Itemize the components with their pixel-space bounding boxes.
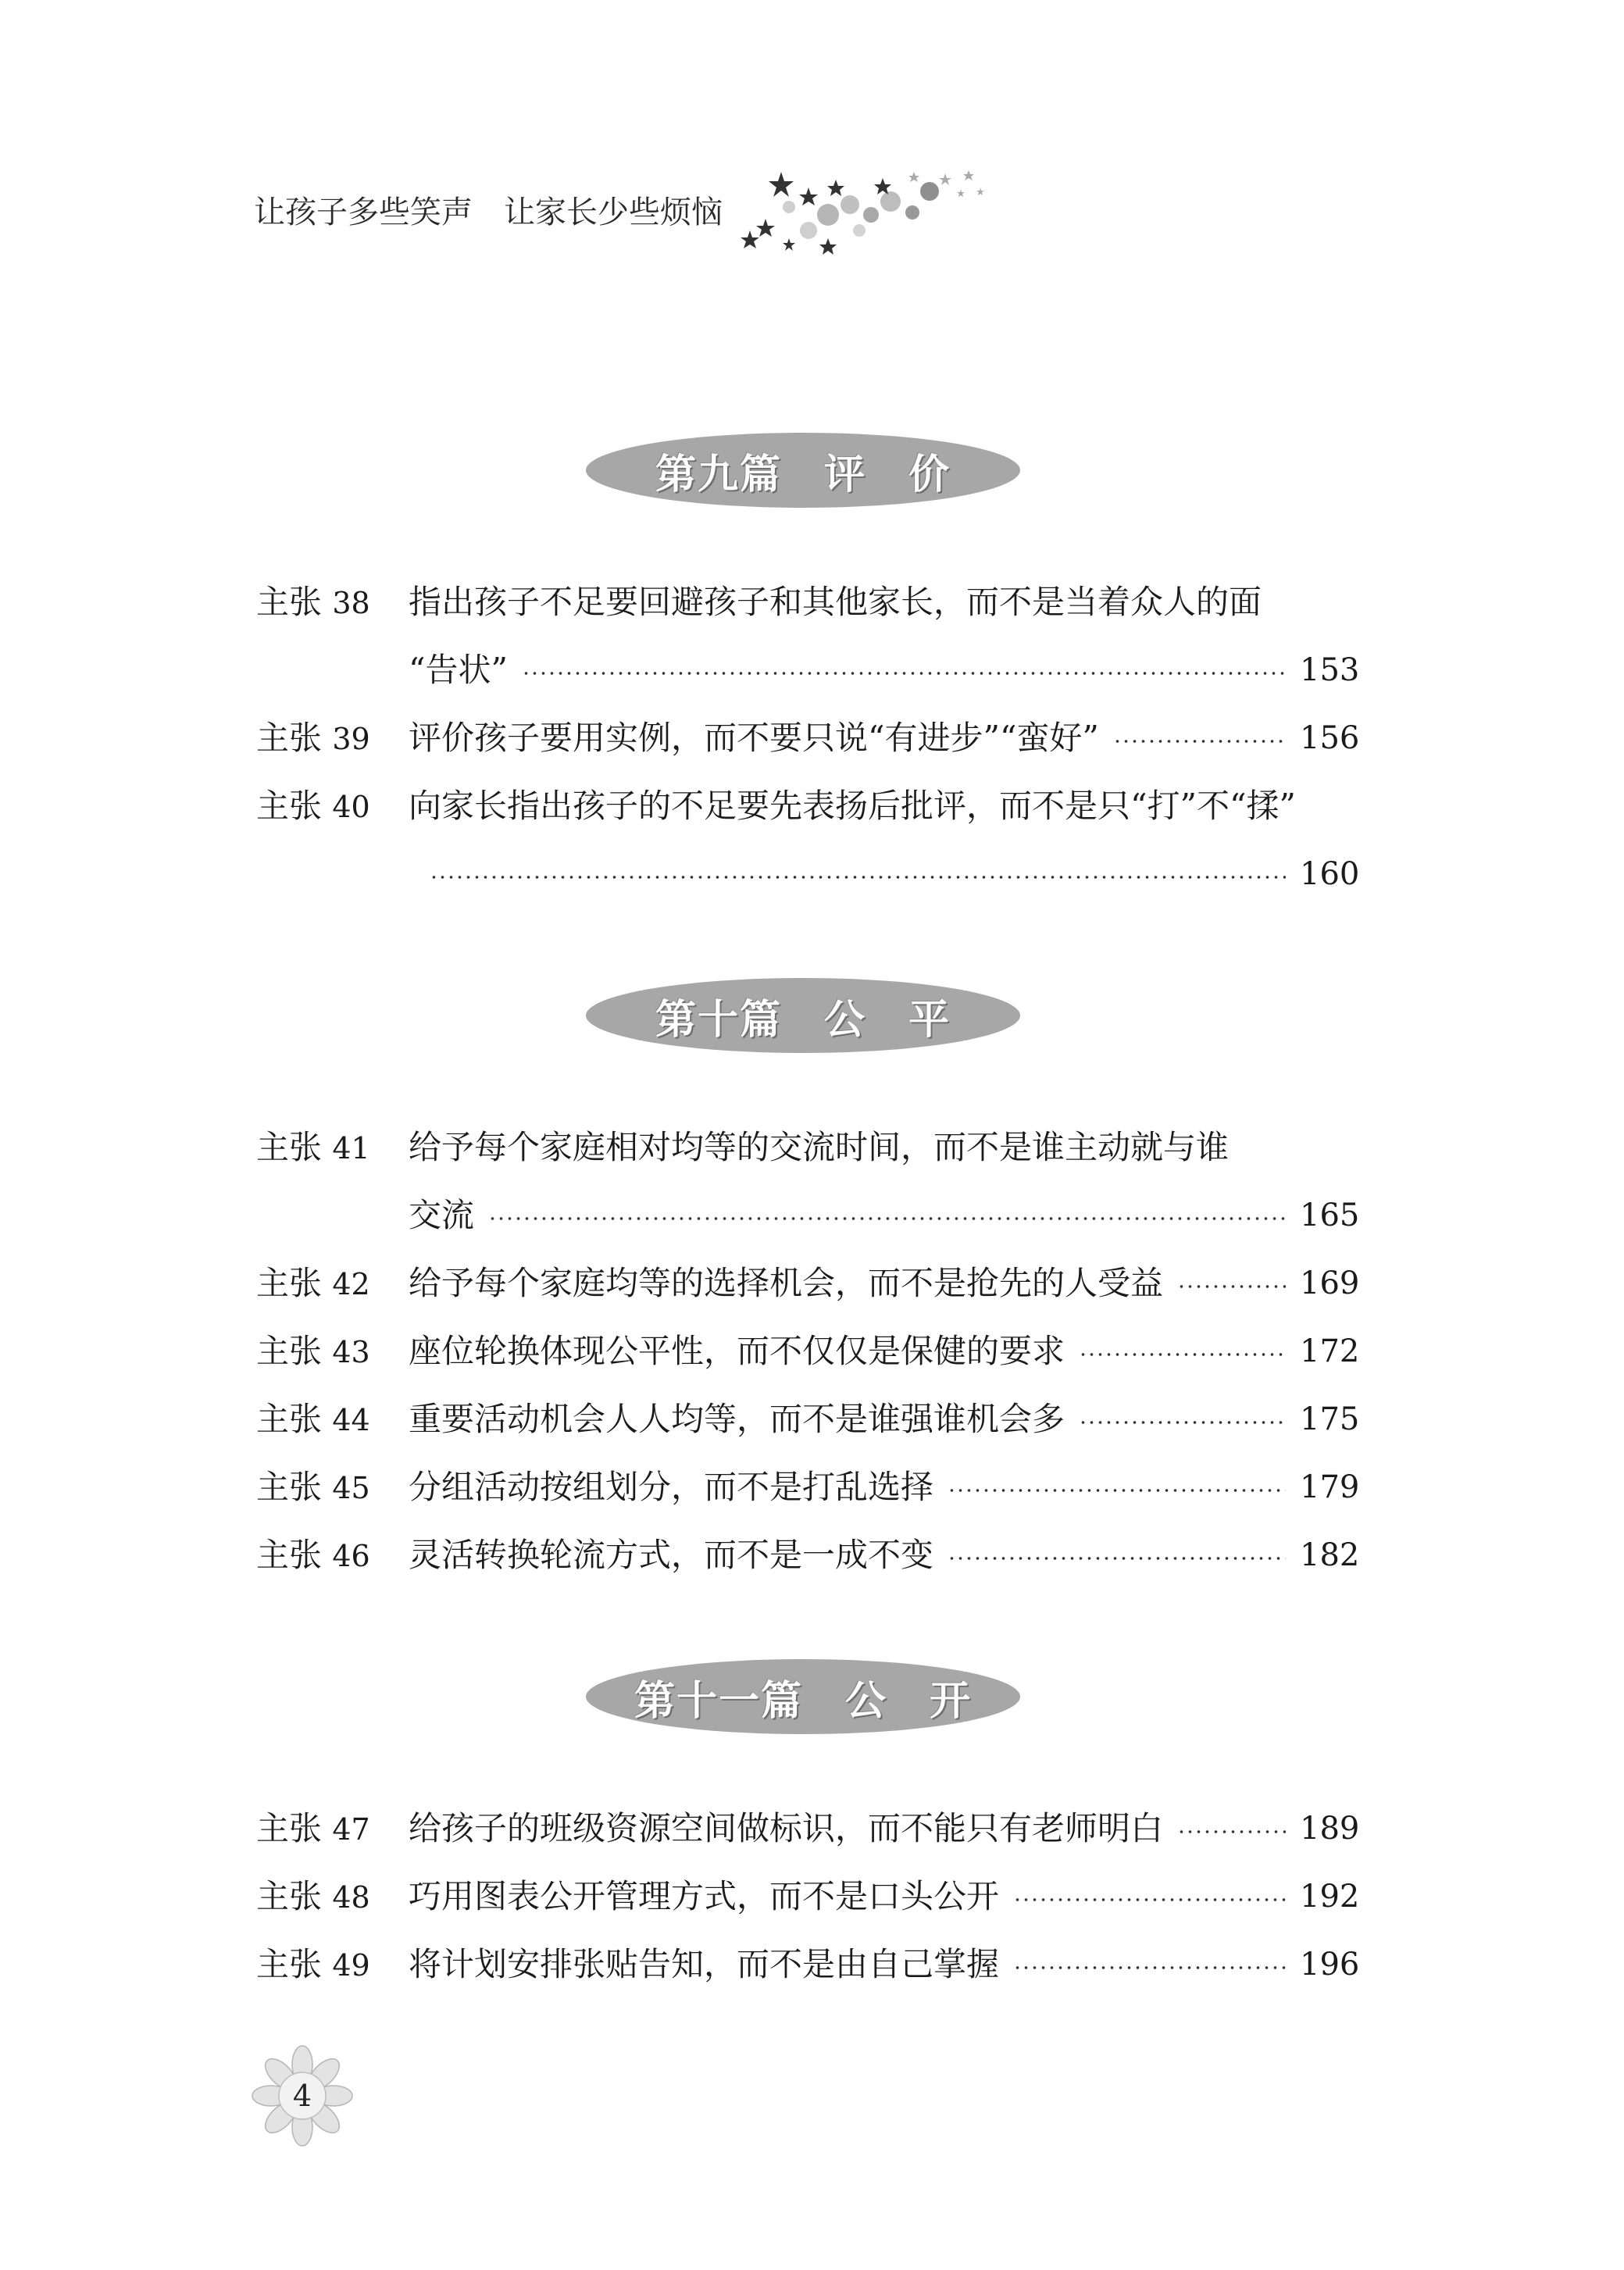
chapter-title: 第九篇 评 价 (655, 451, 951, 498)
chapter-heading (584, 431, 1022, 509)
running-header: 让孩子多些笑声 让家长少些烦恼 (254, 195, 723, 230)
entry-page-number: 153 (1300, 652, 1360, 688)
entry-page-number: 175 (1300, 1401, 1360, 1437)
entry-page-number: 179 (1300, 1469, 1360, 1505)
leader-dots (948, 1489, 1286, 1492)
toc-entry[interactable] (256, 773, 1358, 840)
toc-entry[interactable] (256, 1795, 1358, 1862)
entry-title: “告状” (409, 651, 508, 689)
entry-label: 主张 45 (256, 1468, 370, 1506)
page-number: 4 (292, 2079, 312, 2113)
entry-page-number: 189 (1300, 1811, 1360, 1847)
chapter-heading (584, 976, 1022, 1055)
toc-entry-continuation[interactable] (256, 841, 1358, 908)
chapter-heading (584, 1658, 1022, 1736)
entry-label: 主张 40 (256, 787, 370, 825)
toc-entry[interactable] (256, 705, 1358, 772)
entry-title: 指出孩子不足要回避孩子和其他家长，而不是当着众人的面 (409, 583, 1262, 621)
leader-dots (1013, 1966, 1286, 1969)
toc-entry[interactable] (256, 569, 1358, 636)
entry-label: 主张 46 (256, 1536, 370, 1574)
entry-label: 主张 48 (256, 1877, 370, 1915)
entry-title: 向家长指出孩子的不足要先表扬后批评，而不是只“打”不“揉” (409, 787, 1296, 825)
leader-dots (1177, 1830, 1286, 1833)
chapter-title: 第十一篇 公 开 (634, 1677, 972, 1725)
entry-page-number: 172 (1300, 1333, 1360, 1369)
leader-dots (488, 1217, 1286, 1220)
toc-entry[interactable] (256, 1250, 1358, 1317)
leader-dots (430, 876, 1286, 879)
leader-dots (1113, 740, 1286, 743)
leader-dots (1079, 1353, 1286, 1356)
entry-title: 交流 (409, 1196, 475, 1234)
entry-page-number: 156 (1300, 720, 1360, 756)
entry-title: 将计划安排张贴告知，而不是由自己掌握 (409, 1945, 1000, 1983)
entry-label: 主张 39 (256, 719, 370, 757)
entry-page-number: 182 (1300, 1537, 1360, 1573)
leader-dots (1079, 1421, 1286, 1424)
page-number-badge (252, 2045, 353, 2147)
entry-page-number: 196 (1300, 1947, 1360, 1983)
entry-label: 主张 41 (256, 1128, 370, 1166)
entry-page-number: 160 (1300, 856, 1360, 892)
entry-label: 主张 49 (256, 1945, 370, 1983)
toc-entry[interactable] (256, 1386, 1358, 1453)
chapter-title: 第十篇 公 平 (655, 996, 951, 1044)
entry-page-number: 192 (1300, 1879, 1360, 1915)
entry-label: 主张 43 (256, 1332, 370, 1370)
toc-entry[interactable] (256, 1114, 1358, 1181)
entry-label: 主张 47 (256, 1809, 370, 1847)
leader-dots (948, 1557, 1286, 1560)
entry-title: 评价孩子要用实例，而不要只说“有进步”“蛮好” (409, 719, 1099, 757)
entry-title: 给孩子的班级资源空间做标识，而不能只有老师明白 (409, 1809, 1164, 1847)
entry-title: 给予每个家庭相对均等的交流时间，而不是谁主动就与谁 (409, 1128, 1230, 1166)
stars-bubbles-decoration (734, 156, 992, 258)
toc-entry-continuation[interactable] (256, 1182, 1358, 1249)
toc-entry[interactable] (256, 1931, 1358, 1998)
entry-title: 座位轮换体现公平性，而不仅仅是保健的要求 (409, 1332, 1065, 1370)
toc-entry[interactable] (256, 1454, 1358, 1521)
toc-entry[interactable] (256, 1863, 1358, 1930)
leader-dots (522, 672, 1286, 675)
entry-page-number: 165 (1300, 1197, 1360, 1233)
entry-label: 主张 38 (256, 583, 370, 621)
toc-entry[interactable] (256, 1318, 1358, 1385)
entry-title: 分组活动按组划分，而不是打乱选择 (409, 1468, 934, 1506)
leader-dots (1177, 1285, 1286, 1288)
toc-entry-continuation[interactable] (256, 637, 1358, 704)
entry-title: 灵活转换轮流方式，而不是一成不变 (409, 1536, 934, 1574)
leader-dots (1013, 1898, 1286, 1901)
entry-page-number: 169 (1300, 1265, 1360, 1301)
entry-label: 主张 42 (256, 1264, 370, 1302)
entry-title: 巧用图表公开管理方式，而不是口头公开 (409, 1877, 1000, 1915)
entry-title: 重要活动机会人人均等，而不是谁强谁机会多 (409, 1400, 1065, 1438)
entry-title: 给予每个家庭均等的选择机会，而不是抢先的人受益 (409, 1264, 1164, 1302)
entry-label: 主张 44 (256, 1400, 370, 1438)
toc-entry[interactable] (256, 1522, 1358, 1589)
